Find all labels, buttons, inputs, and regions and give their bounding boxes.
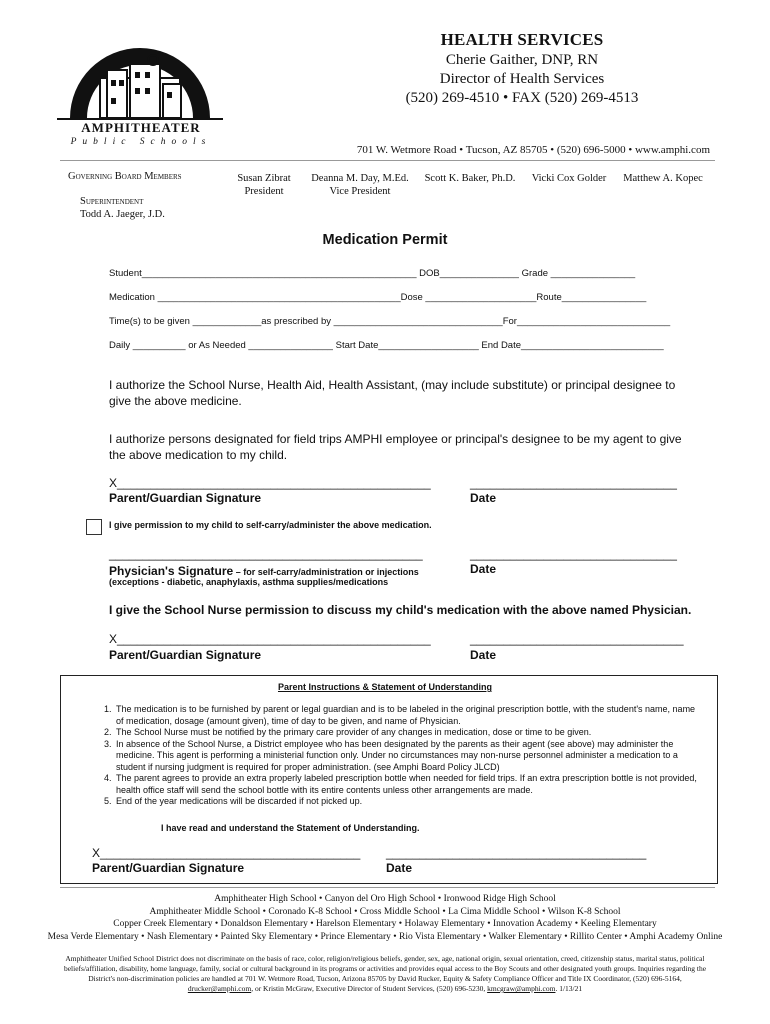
director-name: Cherie Gaither, DNP, RN	[445, 52, 599, 68]
date-label: Date	[470, 491, 497, 505]
department-header	[372, 30, 672, 107]
logo-wordmark: AMPHITHEATER	[81, 120, 201, 135]
authorization-field-trips: I authorize persons designated for field trips AMPHI employee or principal's designee to be my agent to give the above medication to my child.	[109, 432, 682, 462]
self-carry-label: I give permission to my child to self-carry/administer the above medication.	[109, 520, 432, 530]
director-title: Director of Health Services	[439, 71, 605, 87]
parent-signature-line[interactable]: X_______________________________________________	[109, 632, 431, 646]
date-line[interactable]: _______________________________	[470, 547, 677, 561]
parent-signature-label: Parent/Guardian Signature	[109, 648, 262, 662]
date-line[interactable]: _______________________________	[470, 476, 677, 490]
date-line[interactable]: ________________________________	[470, 632, 684, 646]
superintendent-name: Todd A. Jaeger, J.D.	[80, 209, 165, 220]
discuss-permission: I give the School Nurse permission to discuss my child's medication with the above named Physician.	[109, 603, 692, 617]
authorization-nurse: I authorize the School Nurse, Health Aid, Health Assistant, (may include substitute) or principal designee to give the above medicine.	[109, 378, 676, 408]
list-item: 1. The medication is to be furnished by parent or legal guardian and is to be labeled in the original prescription bottle, with the student's name, name of medication, dosage (amount given), time of day to be given, and name of Physician.	[114, 704, 702, 727]
date-label: Date	[470, 562, 497, 576]
header-divider	[60, 160, 715, 161]
list-item: 5. End of the year medications will be discarded if not picked up.	[114, 796, 702, 808]
parent-signature-label: Parent/Guardian Signature	[109, 491, 262, 505]
medication-dose-route-field[interactable]: Medication ______________________________________________Dose _____________________Route________________	[109, 292, 647, 303]
date-line[interactable]: _______________________________________	[386, 846, 647, 860]
email-link[interactable]: kmcgraw@amphi.com	[487, 984, 556, 993]
understanding-statement: I have read and understand the Statement of Understanding.	[161, 823, 420, 833]
logo-subtitle: Public Schools	[70, 137, 212, 147]
amphitheater-logo	[55, 40, 225, 150]
parent-signature-line[interactable]: X_______________________________________________	[109, 476, 431, 490]
parent-signature-line[interactable]: X_______________________________________	[92, 846, 361, 860]
board-member: Deanna M. Day, M.Ed. Vice President	[311, 173, 409, 197]
instructions-title: Parent Instructions & Statement of Understanding	[277, 682, 493, 692]
email-link[interactable]: drucker@amphi.com	[187, 984, 252, 993]
board-member: Matthew A. Kopec	[623, 173, 703, 184]
nondiscrimination-notice: Amphitheater Unified School District does not discriminate on the basis of race, color, religion/religious beliefs, gender, sex, age, national origin, sexual orientation, creed, citizenship status, marital status, political beliefs/affiliation, disability, home language, family, social or cultural background in its programs or activities and provides equal access to the Boy Scouts and other designated youth groups. Inquiries regarding the District's non-discrimination policies are handled at 701 W. Wetmore Road, Tucson, Arizona 85705 by David Rucker, Equity & Safety Compliance Officer and Title IX Coordinator, (520) 696-5164, drucker@amphi.com, or Kristin McGraw, Executive Director of Student Services, (520) 696-5230, kmcgraw@amphi.com. 1/13/21	[63, 954, 707, 993]
daily-dates-field[interactable]: Daily __________ or As Needed ________________ Start Date___________________ End Date___________________________	[109, 340, 664, 351]
board-member: Scott K. Baker, Ph.D.	[424, 173, 516, 184]
student-dob-grade-field[interactable]: Student____________________________________________________ DOB_______________ Grade ________________	[109, 268, 636, 279]
phone-fax: (520) 269-4510 • FAX (520) 269-4513	[405, 90, 639, 106]
district-address: 701 W. Wetmore Road • Tucson, AZ 85705 • (520) 696-5000 • www.amphi.com	[356, 144, 710, 156]
superintendent-label: Superintendent	[80, 196, 144, 207]
list-item: 4. The parent agrees to provide an extra properly labeled prescription bottle when needed for field trips. If an extra prescription bottle is not provided, health office staff will send the school bottle with its entire contents unless other arrangements are made.	[114, 773, 702, 796]
parent-signature-label: Parent/Guardian Signature	[92, 861, 245, 875]
department-name: HEALTH SERVICES	[440, 30, 604, 49]
instructions-list	[92, 704, 702, 808]
footer-schools: Amphitheater High School • Canyon del Oro High School • Ironwood Ridge High School Amphitheater Middle School • Coronado K-8 School • Cross Middle School • La Cima Middle School • Wilson K-8 School Copper Creek Elementary • Donaldson Elementary • Harelson Elementary • Holaway Elementary • Innovation Academy • Keeling Elementary Mesa Verde Elementary • Nash Elementary • Painted Sky Elementary • Prince Elementary • Rio Vista Elementary • Walker Elementary • Rillito Center • Amphi Academy Online	[47, 894, 723, 942]
board-member: Susan Zibrat President	[237, 173, 291, 197]
physician-signature-label: Physician's Signature – for self-carry/administration or injections	[109, 564, 419, 578]
footer-divider	[60, 887, 715, 888]
self-carry-checkbox[interactable]	[86, 519, 102, 535]
board-label: Governing Board Members	[68, 171, 182, 182]
date-label: Date	[386, 861, 413, 875]
date-label: Date	[470, 648, 497, 662]
physician-signature-line[interactable]: _______________________________________________	[109, 547, 423, 561]
form-title: Medication Permit	[322, 232, 448, 248]
list-item: 3. In absence of the School Nurse, a District employee who has been designated by the parents as their agent (see above) may administer the medicine. This agent is performing a ministerial function only. Under no circumstances may non-nurse personnel administer a medication to a student if nursing judgment is required for proper administration. (see Amphi Board Policy JLCD)	[114, 739, 702, 774]
list-item: 2. The School Nurse must be notified by the primary care provider of any changes in medication, dose or time to be given.	[114, 727, 702, 739]
board-member: Vicki Cox Golder	[531, 173, 607, 184]
time-prescriber-for-field[interactable]: Time(s) to be given _____________as prescribed by ________________________________For_____________________________	[109, 316, 671, 327]
physician-exceptions: (exceptions - diabetic, anaphylaxis, asthma supplies/medications	[109, 577, 389, 587]
